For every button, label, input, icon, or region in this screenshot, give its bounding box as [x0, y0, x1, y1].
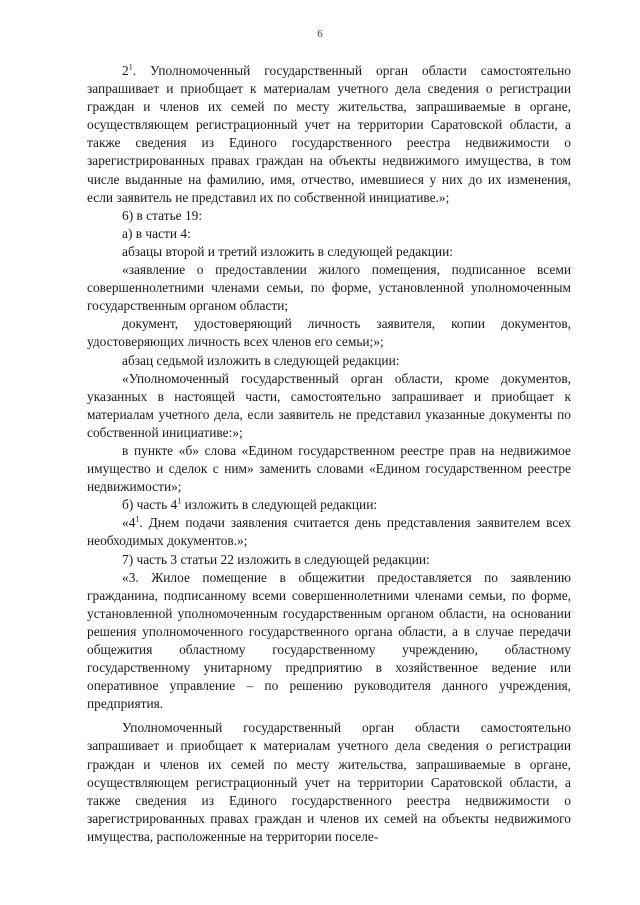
paragraph: [87, 261, 571, 315]
document-body: [87, 62, 571, 846]
paragraph-text: «3. Жилое помещение в общежитии предоставляется по заявлению гражданина, подписанному всеми совершеннолетними членами семьи, по форме, установленной уполномоченным государственным органом области, на основании решения уполномоченного государственного органа области, а в случае передачи общежития областному государственному учреждению, областному государственному унитарному предприятию в хозяйственное ведение или оперативное управление – по решению руководителя данного учреждения, предприятия.: [87, 569, 571, 712]
paragraph: [87, 62, 571, 207]
paragraph-text: 7) часть 3 статьи 22 изложить в следующей редакции:: [122, 551, 430, 567]
paragraph-text: Уполномоченный государственный орган области самостоятельно запрашивает и приобщает к материалам учетного дела сведения о регистрации граждан и членов их семей по месту жительства, запрашиваемые в органе, осуществляющем регистрационный учет на территории Саратовской области, а также сведения из Единого государственного реестра недвижимости о зарегистрированных правах граждан и членов их семей на объекты недвижимого имущества, расположенные на территории поселе-: [87, 720, 571, 844]
paragraph-text: в пункте «б» слова «Едином государственном реестре прав на недвижимое имущество и сделок с ним» заменить словами «Едином государственном реестре недвижимости»;: [87, 442, 571, 495]
paragraph: [87, 719, 571, 846]
paragraph: [87, 225, 571, 243]
paragraph: [87, 315, 571, 351]
paragraph-text: 6) в статье 19:: [122, 207, 203, 223]
superscript: 1: [177, 496, 182, 506]
superscript: 1: [135, 514, 140, 524]
page-number: 6: [317, 28, 323, 40]
paragraph: [87, 370, 571, 442]
paragraph-text: «Уполномоченный государственный орган области, кроме документов, указанных в настоящей части, самостоятельно запрашивает и приобщает к материалам учетного дела, если заявитель не представил указанные документы по собственной инициативе:»;: [87, 370, 571, 440]
paragraph-text: . Днем подачи заявления считается день представления заявителем всех необходимых документов.»;: [87, 515, 571, 549]
paragraph-text: «заявление о предоставлении жилого помещения, подписанное всеми совершеннолетними членами семьи, по форме, установленной уполномоченным государственным органом области;: [87, 262, 571, 314]
paragraph: [87, 442, 571, 496]
paragraph-text: а) в части 4:: [122, 225, 191, 241]
paragraph-prefix: «4: [122, 515, 136, 531]
paragraph-text: документ, удостоверяющий личность заявителя, копии документов, удостоверяющих личность всех членов его семьи;»;: [87, 316, 571, 350]
paragraph-text: . Уполномоченный государственный орган области самостоятельно запрашивает и приобщает к материалам учетного дела сведения о регистрации граждан и членов их семей по месту жительства, запрашиваемые в органе, осуществляющем регистрационный учет на территории Саратовской области, а также сведения из Единого государственного реестра недвижимости о зарегистрированных правах граждан на объекты недвижимого имущества, в том числе выданные на фамилию, имя, отчество, имевшиеся у них до их изменения, если заявитель не представил их по собственной инициативе.»;: [87, 63, 571, 205]
paragraph-text: абзац седьмой изложить в следующей редакции:: [122, 352, 400, 368]
paragraph: [87, 496, 571, 514]
paragraph: [87, 243, 571, 261]
paragraph-prefix: 2: [122, 63, 129, 78]
paragraph-prefix: б) часть 4: [122, 497, 178, 513]
paragraph-text: изложить в следующей редакции:: [181, 497, 378, 513]
paragraph: [87, 569, 571, 714]
paragraph: [87, 207, 571, 225]
paragraph-text: абзацы второй и третий изложить в следующей редакции:: [122, 243, 453, 259]
paragraph: [87, 352, 571, 370]
paragraph: [87, 551, 571, 569]
superscript: 1: [128, 62, 133, 72]
paragraph: [87, 514, 571, 550]
